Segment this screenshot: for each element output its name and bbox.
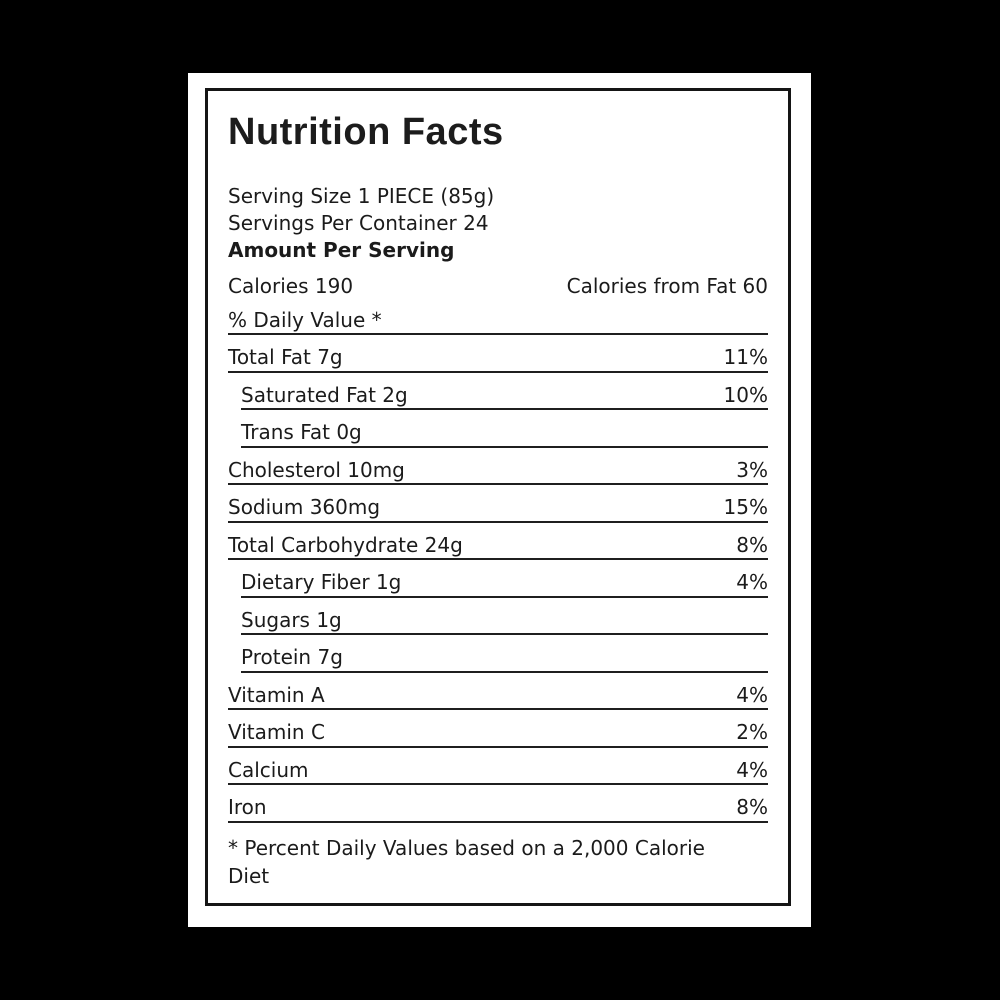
nutrition-label-border-box <box>205 88 791 906</box>
daily-value-header-row <box>228 300 768 335</box>
row-vitamin-a <box>228 673 768 711</box>
nutrient-name: Vitamin A <box>228 682 325 707</box>
serving-info <box>228 183 768 264</box>
nutrient-name: Trans Fat 0g <box>241 420 362 444</box>
nutrient-percent: 4% <box>736 757 768 782</box>
daily-value-header: % Daily Value * <box>228 307 382 332</box>
row-vitamin-c <box>228 710 768 748</box>
nutrient-percent: 11% <box>723 345 768 369</box>
row-iron <box>228 785 768 823</box>
row-sugars <box>241 598 768 636</box>
row-cholesterol <box>228 448 768 486</box>
row-calcium <box>228 748 768 786</box>
row-dietary-fiber <box>241 560 768 598</box>
nutrient-name: Protein 7g <box>241 645 343 669</box>
nutrient-percent: 8% <box>736 532 768 557</box>
nutrient-name: Total Fat 7g <box>228 345 343 369</box>
calories-from-fat-value: Calories from Fat 60 <box>566 274 768 298</box>
nutrient-name: Iron <box>228 795 267 819</box>
daily-value-footnote: * Percent Daily Values based on a 2,000 Calorie Diet <box>228 835 705 888</box>
nutrient-percent: 4% <box>736 570 768 594</box>
row-trans-fat <box>241 410 768 448</box>
nutrient-percent: 10% <box>723 382 768 407</box>
nutrient-percent: 8% <box>736 795 768 819</box>
nutrient-name: Saturated Fat 2g <box>241 382 408 407</box>
row-protein <box>241 635 768 673</box>
calories-row <box>228 273 768 300</box>
nutrient-name: Dietary Fiber 1g <box>241 570 402 594</box>
row-saturated-fat <box>241 373 768 411</box>
nutrition-label <box>188 73 811 927</box>
servings-per-container: Servings Per Container 24 <box>228 211 489 235</box>
nutrient-percent: 2% <box>736 720 768 744</box>
nutrient-percent: 15% <box>723 495 768 519</box>
nutrient-name: Sugars 1g <box>241 607 342 632</box>
serving-size: Serving Size 1 PIECE (85g) <box>228 184 495 208</box>
nutrient-percent: 4% <box>736 682 768 707</box>
nutrient-percent: 3% <box>736 457 768 482</box>
label-title: Nutrition Facts <box>228 111 504 153</box>
nutrient-name: Cholesterol 10mg <box>228 457 405 482</box>
nutrient-name: Vitamin C <box>228 720 325 744</box>
amount-per-serving-heading: Amount Per Serving <box>228 238 455 262</box>
row-total-fat <box>228 335 768 373</box>
nutrient-name: Sodium 360mg <box>228 495 381 519</box>
row-total-carbohydrate <box>228 523 768 561</box>
row-sodium <box>228 485 768 523</box>
nutrient-name: Total Carbohydrate 24g <box>228 532 463 557</box>
nutrient-name: Calcium <box>228 757 309 782</box>
calories-value: Calories 190 <box>228 274 354 298</box>
